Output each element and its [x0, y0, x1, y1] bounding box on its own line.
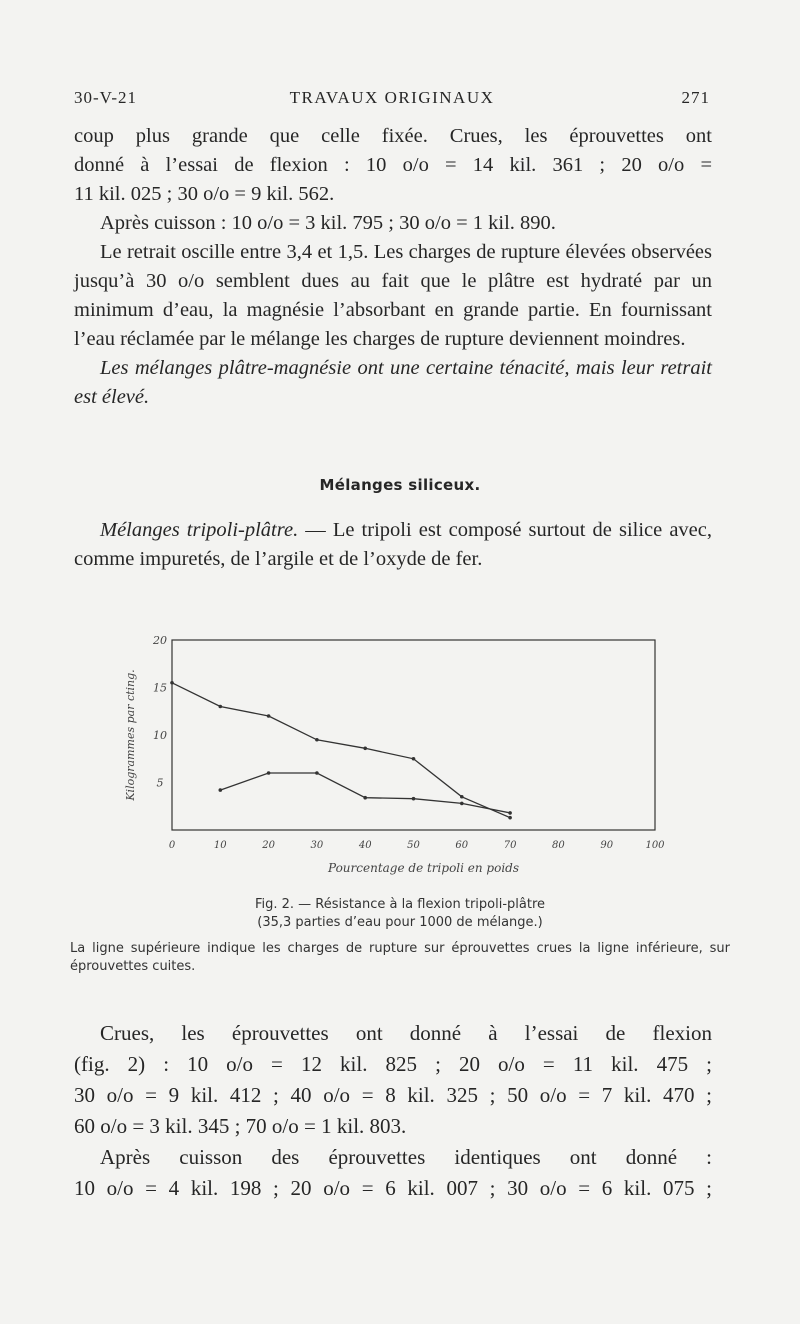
- data-point: [363, 747, 367, 751]
- x-tick-label: 80: [552, 840, 565, 851]
- x-tick-label: 60: [455, 840, 469, 851]
- data-point: [412, 757, 416, 761]
- page-number: 271: [681, 88, 710, 107]
- x-tick-label: 90: [600, 840, 614, 851]
- data-point: [170, 681, 174, 685]
- body-line: 30 o/o = 9 kil. 412 ; 40 o/o = 8 kil. 325 ; 50 o/o = 7 kil. 470 ;: [74, 1083, 712, 1107]
- x-tick-label: 100: [645, 840, 665, 851]
- figure-caption: [70, 896, 730, 932]
- body-line: 11 kil. 025 ; 30 o/o = 9 kil. 562.: [74, 183, 335, 205]
- data-point: [315, 771, 319, 775]
- body-top: [74, 122, 712, 412]
- x-tick-label: 10: [213, 840, 227, 851]
- data-point: [460, 795, 464, 799]
- data-point: [460, 802, 464, 806]
- series-line-cuites: [220, 773, 510, 813]
- y-tick-label: 15: [153, 681, 167, 695]
- y-tick-label: 5: [156, 776, 164, 790]
- tripoli-text: — Le tripoli est composé surtout de silice avec, comme impuretés, de l’argile et de l’oxyde de fer.: [74, 519, 712, 570]
- tripoli-paragraph: [74, 516, 712, 574]
- caption-line-1: Fig. 2. — Résistance à la flexion tripoli-plâtre: [254, 897, 546, 912]
- header-date: 30-V-21: [74, 88, 138, 107]
- body-line: donné à l’essai de flexion : 10 o/o = 14 kil. 361 ; 20 o/o =: [74, 154, 712, 176]
- chart-svg: [100, 630, 700, 880]
- body-bottom: [74, 1018, 712, 1204]
- body-line: coup plus grande que celle fixée. Crues, les éprouvettes ont: [74, 125, 712, 147]
- tripoli-title: Mélanges tripoli-plâtre.: [100, 519, 299, 541]
- x-tick-label: 40: [358, 840, 372, 851]
- figure-legend-text: La ligne supérieure indique les charges de rupture sur éprouvettes crues la ligne inférieure, sur éprouvettes cuites.: [70, 941, 730, 974]
- data-point: [508, 811, 512, 815]
- caption-line-2: (35,3 parties d’eau pour 1000 de mélange.): [257, 915, 543, 930]
- running-header: [74, 88, 710, 114]
- y-tick-label: 10: [153, 729, 167, 742]
- data-point: [412, 797, 416, 801]
- plot-frame: [172, 640, 655, 830]
- body-line: Après cuisson des éprouvettes identiques ont donné :: [100, 1145, 712, 1169]
- figure-chart: [100, 630, 700, 880]
- x-tick-label: 30: [310, 840, 324, 851]
- x-axis-label: Pourcentage de tripoli en poids: [327, 861, 520, 875]
- body-line: (fig. 2) : 10 o/o = 12 kil. 825 ; 20 o/o = 11 kil. 475 ;: [74, 1052, 712, 1076]
- data-point: [508, 816, 512, 820]
- header-section: TRAVAUX ORIGINAUX: [289, 88, 495, 107]
- data-point: [267, 771, 271, 775]
- body-line: 60 o/o = 3 kil. 345 ; 70 o/o = 1 kil. 803.: [74, 1114, 407, 1138]
- y-tick-label: 20: [153, 634, 167, 647]
- data-point: [315, 738, 319, 742]
- y-axis-label: Kilogrammes par cting.: [124, 669, 137, 801]
- data-point: [219, 705, 223, 709]
- body-line: 10 o/o = 4 kil. 198 ; 20 o/o = 6 kil. 007 ; 30 o/o = 6 kil. 075 ;: [74, 1176, 712, 1200]
- data-point: [267, 714, 271, 718]
- x-tick-label: 20: [262, 840, 275, 851]
- x-tick-label: 0: [168, 840, 176, 851]
- x-tick-label: 70: [503, 840, 517, 851]
- data-point: [363, 796, 367, 800]
- body-line: Crues, les éprouvettes ont donné à l’essai de flexion: [100, 1021, 712, 1045]
- after-cooking-paragraph: Après cuisson : 10 o/o = 3 kil. 795 ; 30 o/o = 1 kil. 890.: [100, 212, 556, 234]
- data-point: [219, 788, 223, 792]
- x-tick-label: 50: [407, 840, 420, 851]
- shrinkage-paragraph: Le retrait oscille entre 3,4 et 1,5. Les charges de rupture élevées observées jusqu’à 30 o/o semblent dues au fait que le plâtre est hydraté par un minimum d’eau, la magnésie l’absorbant en grande partie. En fournissant l’eau réclamée par le mélange les charges de rupture deviennent moindres.: [74, 241, 712, 350]
- conclusion-paragraph: Les mélanges plâtre-magnésie ont une certaine ténacité, mais leur retrait est élevé.: [74, 357, 712, 408]
- series-line-crues: [172, 683, 510, 818]
- section-heading: Mélanges siliceux.: [319, 476, 481, 494]
